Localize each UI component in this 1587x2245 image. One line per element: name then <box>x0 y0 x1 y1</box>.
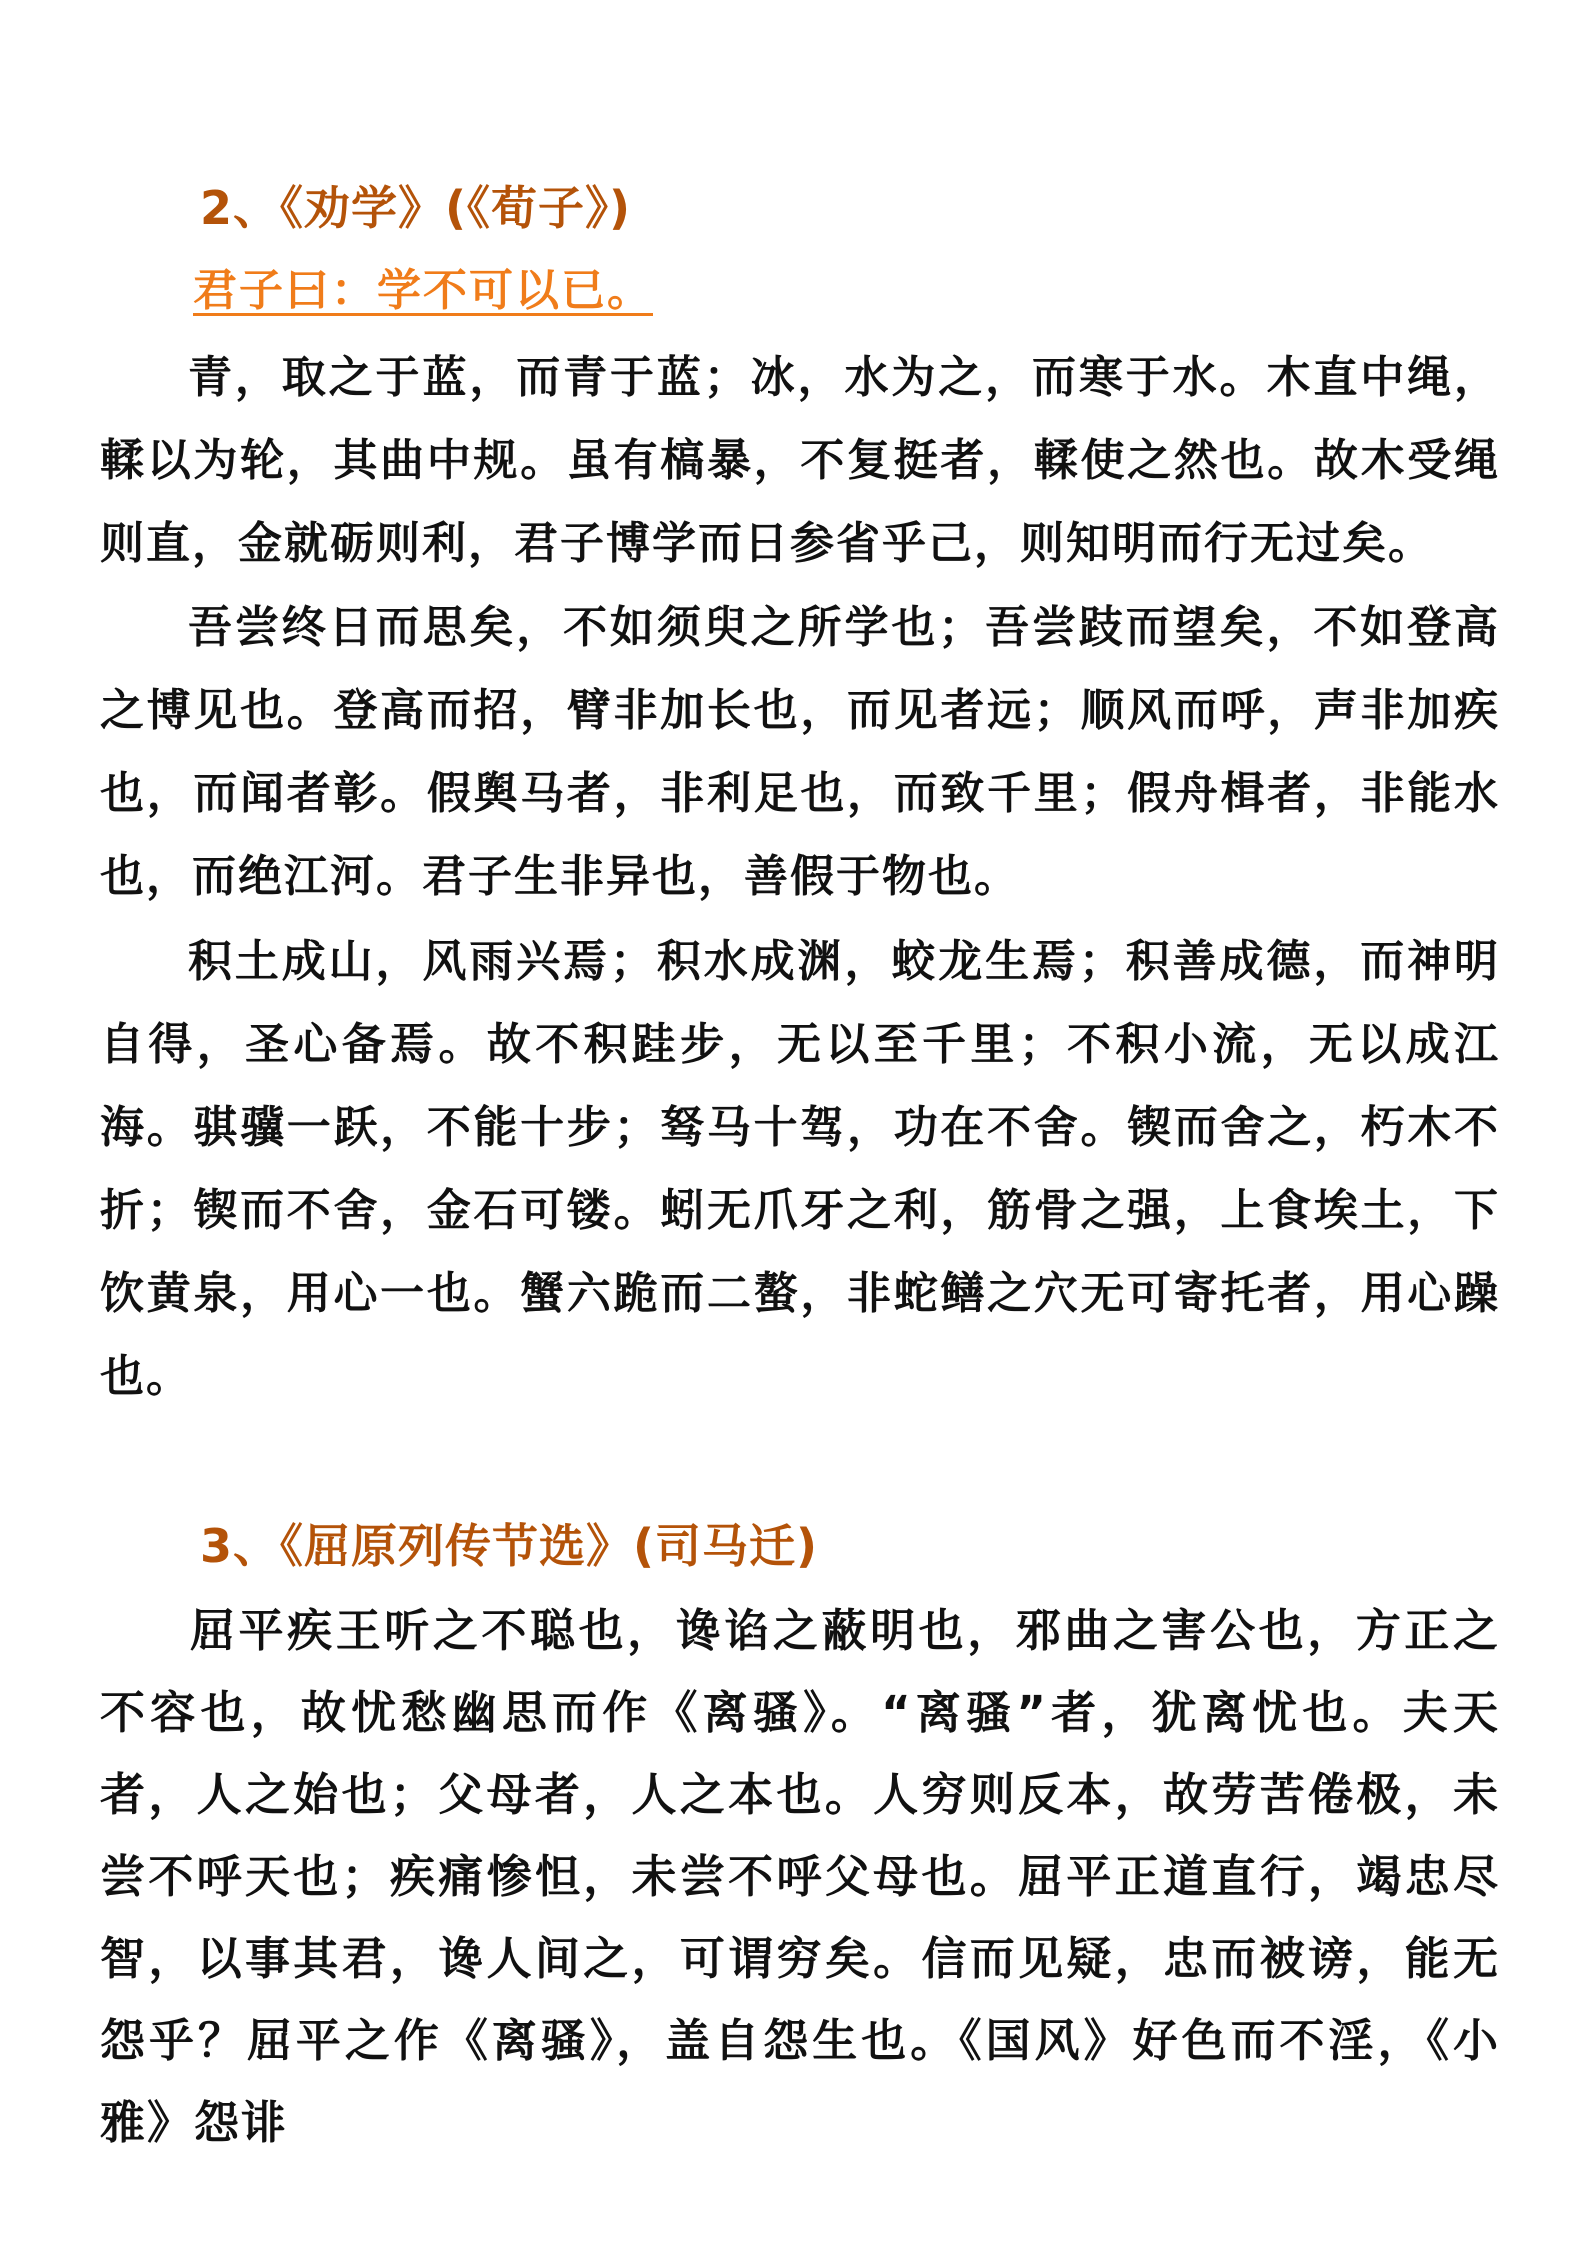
section-3-heading: 3、《屈原列传节选》(司马迁) <box>200 1519 819 1573</box>
section-3-paragraph-1: 屈平疾王听之不聪也，谗谄之蔽明也，邪曲之害公也，方正之不容也，故忧愁幽思而作《离骚》。“离骚”者，犹离忧也。夫天者，人之始也；父母者，人之本也。人穷则反本，故劳苦倦极，未尝不呼天也；疾痛惨怛，未尝不呼父母也。屈平正道直行，竭忠尽智，以事其君，谗人间之，可谓穷矣。信而见疑，忠而被谤，能无怨乎？屈平之作《离骚》，盖自怨生也。《国风》好色而不淫，《小雅》怨诽 <box>100 1604 1500 2149</box>
section-2-paragraph-1: 青，取之于蓝，而青于蓝；冰，水为之，而寒于水。木直中绳，輮以为轮，其曲中规。虽有槁暴，不复挺者，輮使之然也。故木受绳则直，金就砺则利，君子博学而日参省乎己，则知明而行无过矣。 <box>100 352 1500 569</box>
section-2-paragraph-2: 吾尝终日而思矣，不如须臾之所学也；吾尝跂而望矣，不如登高之博见也。登高而招，臂非加长也，而见者远；顺风而呼，声非加疾也，而闻者彰。假舆马者，非利足也，而致千里；假舟楫者，非能水也，而绝江河。君子生非异也，善假于物也。 <box>100 602 1500 902</box>
section-2-subheading: 君子曰：学不可以已。 <box>193 265 653 316</box>
section-2-paragraph-3: 积土成山，风雨兴焉；积水成渊，蛟龙生焉；积善成德，而神明自得，圣心备焉。故不积跬步，无以至千里；不积小流，无以成江海。骐骥一跃，不能十步；驽马十驾，功在不舍。锲而舍之，朽木不折；锲而不舍，金石可镂。蚓无爪牙之利，筋骨之强，上食埃土，下饮黄泉，用心一也。蟹六跪而二螯，非蛇鳝之穴无可寄托者，用心躁也。 <box>100 936 1500 1402</box>
section-2-heading: 2、《劝学》(《荀子》) <box>200 181 632 235</box>
